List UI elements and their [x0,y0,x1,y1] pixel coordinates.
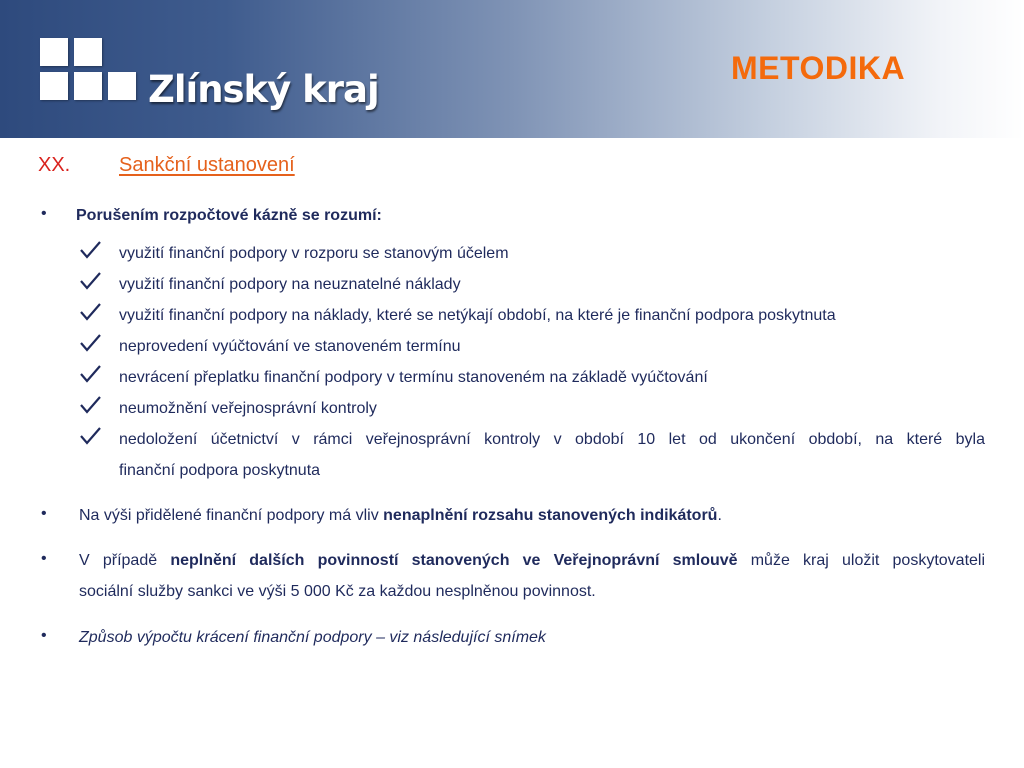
contract-paragraph: V případě neplnění dalších povinností stanovených ve Veřejnoprávní smlouvě může kraj uložit poskytovateli [79,552,986,569]
violation-item: nedoložení účetnictví v rámci veřejnosprávní kontroly v období 10 let od ukončení období, na které byla [119,431,985,448]
header-banner [0,0,1024,138]
indicators-paragraph: Na výši přidělené finanční podpory má vliv nenaplnění rozsahu stanovených indikátorů. [79,507,722,524]
section-number: XX. [38,154,71,176]
bullet-icon: • [41,505,47,522]
checkmark-icon [80,334,102,352]
checkmark-icon [80,396,102,414]
brand-name: Zlínský kraj [148,68,379,111]
intro-text: Porušením rozpočtové kázně se rozumí: [76,207,382,224]
violation-item-continuation: finanční podpora poskytnuta [119,462,321,479]
section-title: Sankční ustanovení [119,154,295,176]
violation-item: využití finanční podpory na náklady, které se netýkají období, na které je finanční podpora poskytnuta [119,307,836,324]
checkmark-icon [80,241,102,259]
calculation-note: Způsob výpočtu krácení finanční podpory – viz následující snímek [79,629,546,646]
zlinsky-kraj-logo [40,38,379,118]
violation-item: neumožnění veřejnosprávní kontroly [119,400,377,417]
checkmark-icon [80,365,102,383]
bullet-icon: • [41,627,47,644]
violation-item: nevrácení přeplatku finanční podpory v termínu stanoveném na základě vyúčtování [119,369,708,386]
violation-item: neprovedení vyúčtování ve stanoveném termínu [119,338,461,355]
checkmark-icon [80,272,102,290]
contract-paragraph-continuation: sociální služby sankci ve výši 5 000 Kč za každou nesplněnou povinnost. [79,583,596,600]
checkmark-icon [80,427,102,445]
checkmark-icon [80,303,102,321]
bullet-icon: • [41,550,47,567]
violation-item: využití finanční podpory v rozporu se stanovým účelem [119,245,509,262]
slide-title: METODIKA [731,50,906,86]
bullet-icon: • [41,205,47,222]
violation-item: využití finanční podpory na neuznatelné náklady [119,276,461,293]
